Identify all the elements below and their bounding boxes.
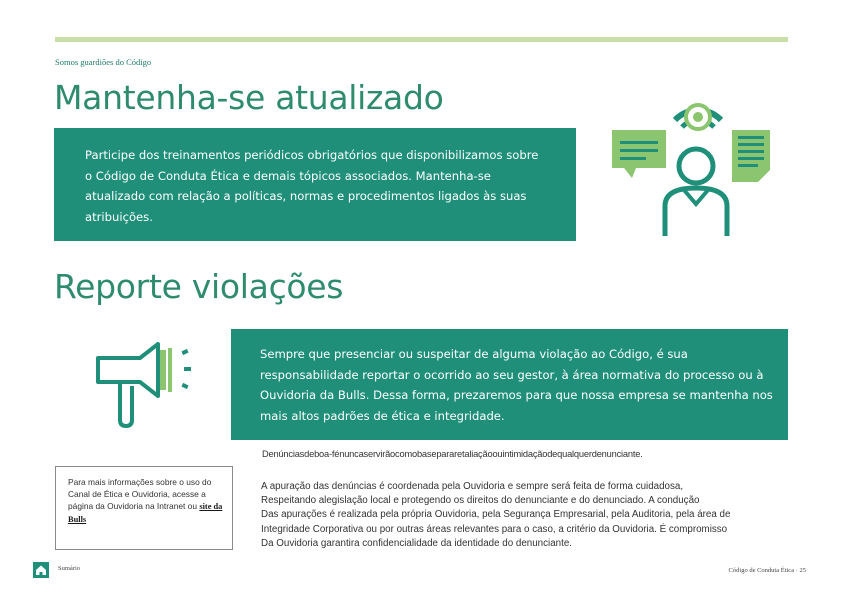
info-box-body: Para mais informações sobre o uso do Canal de Ética e Ouvidoria, acesse a página da Ouvidoria na Intranet ou — [68, 477, 212, 511]
top-divider-bar — [55, 37, 788, 42]
home-icon[interactable] — [33, 562, 49, 578]
megaphone-icon — [90, 332, 200, 432]
communication-person-icon — [610, 90, 780, 240]
footer-page-label: Código de Conduta Ética · 25 — [728, 567, 806, 574]
paragraph-line: A apuração das denúncias é coordenada pela Ouvidoria e sempre será feita de forma cuidadosa, — [261, 481, 684, 492]
section-title-stay-updated: Mantenha-se atualizado — [54, 78, 444, 117]
stay-updated-text: Participe dos treinamentos periódicos obrigatórios que disponibilizamos sobre o Código de Conduta Ética e demais tópicos associados. Mantenha-se atualizado com relação a políticas, normas e procedimentos ligados às suas atribuições. — [85, 148, 539, 224]
footer-summary-link[interactable]: Sumário — [58, 565, 81, 572]
investigation-paragraph — [261, 480, 831, 551]
section-label: Somos guardiões do Código — [55, 57, 152, 67]
good-faith-statement: Denúnciasdeboa-fénuncaservirãocomobasepararetaliaçãoouintimidaçãodequalquerdenunciante. — [262, 449, 643, 459]
paragraph-line: Da Ouvidoria garantira confidencialidade da identidade do denunciante. — [261, 537, 572, 549]
paragraph-line: Respeitando alegislação local e protegendo os direitos do denunciante e do denunciado. A condução — [261, 495, 700, 507]
section-title-report-violations: Reporte violações — [54, 267, 344, 306]
report-violations-text: Sempre que presenciar ou suspeitar de alguma violação ao Código, é sua responsabilidade reportar o ocorrido ao seu gestor, à área normativa do processo ou à Ouvidoria da Bulls. Dessa forma, prezaremos para que nossa empresa se mantenha nos mais altos padrões de ética e integridade. — [260, 347, 773, 423]
stay-updated-box — [54, 128, 576, 241]
paragraph-line: Das apurações é realizada pela própria Ouvidoria, pela Segurança Empresarial, pela Auditoria, pela área de — [261, 509, 731, 521]
info-box-text — [68, 476, 228, 526]
bulls-site-link[interactable]: site da Bulls — [68, 502, 223, 524]
report-violations-box — [231, 329, 788, 440]
info-box — [55, 466, 233, 550]
paragraph-line: Integridade Corporativa ou por outras áreas relevantes para o caso, a critério da Ouvidoria. É compromisso — [261, 523, 728, 535]
